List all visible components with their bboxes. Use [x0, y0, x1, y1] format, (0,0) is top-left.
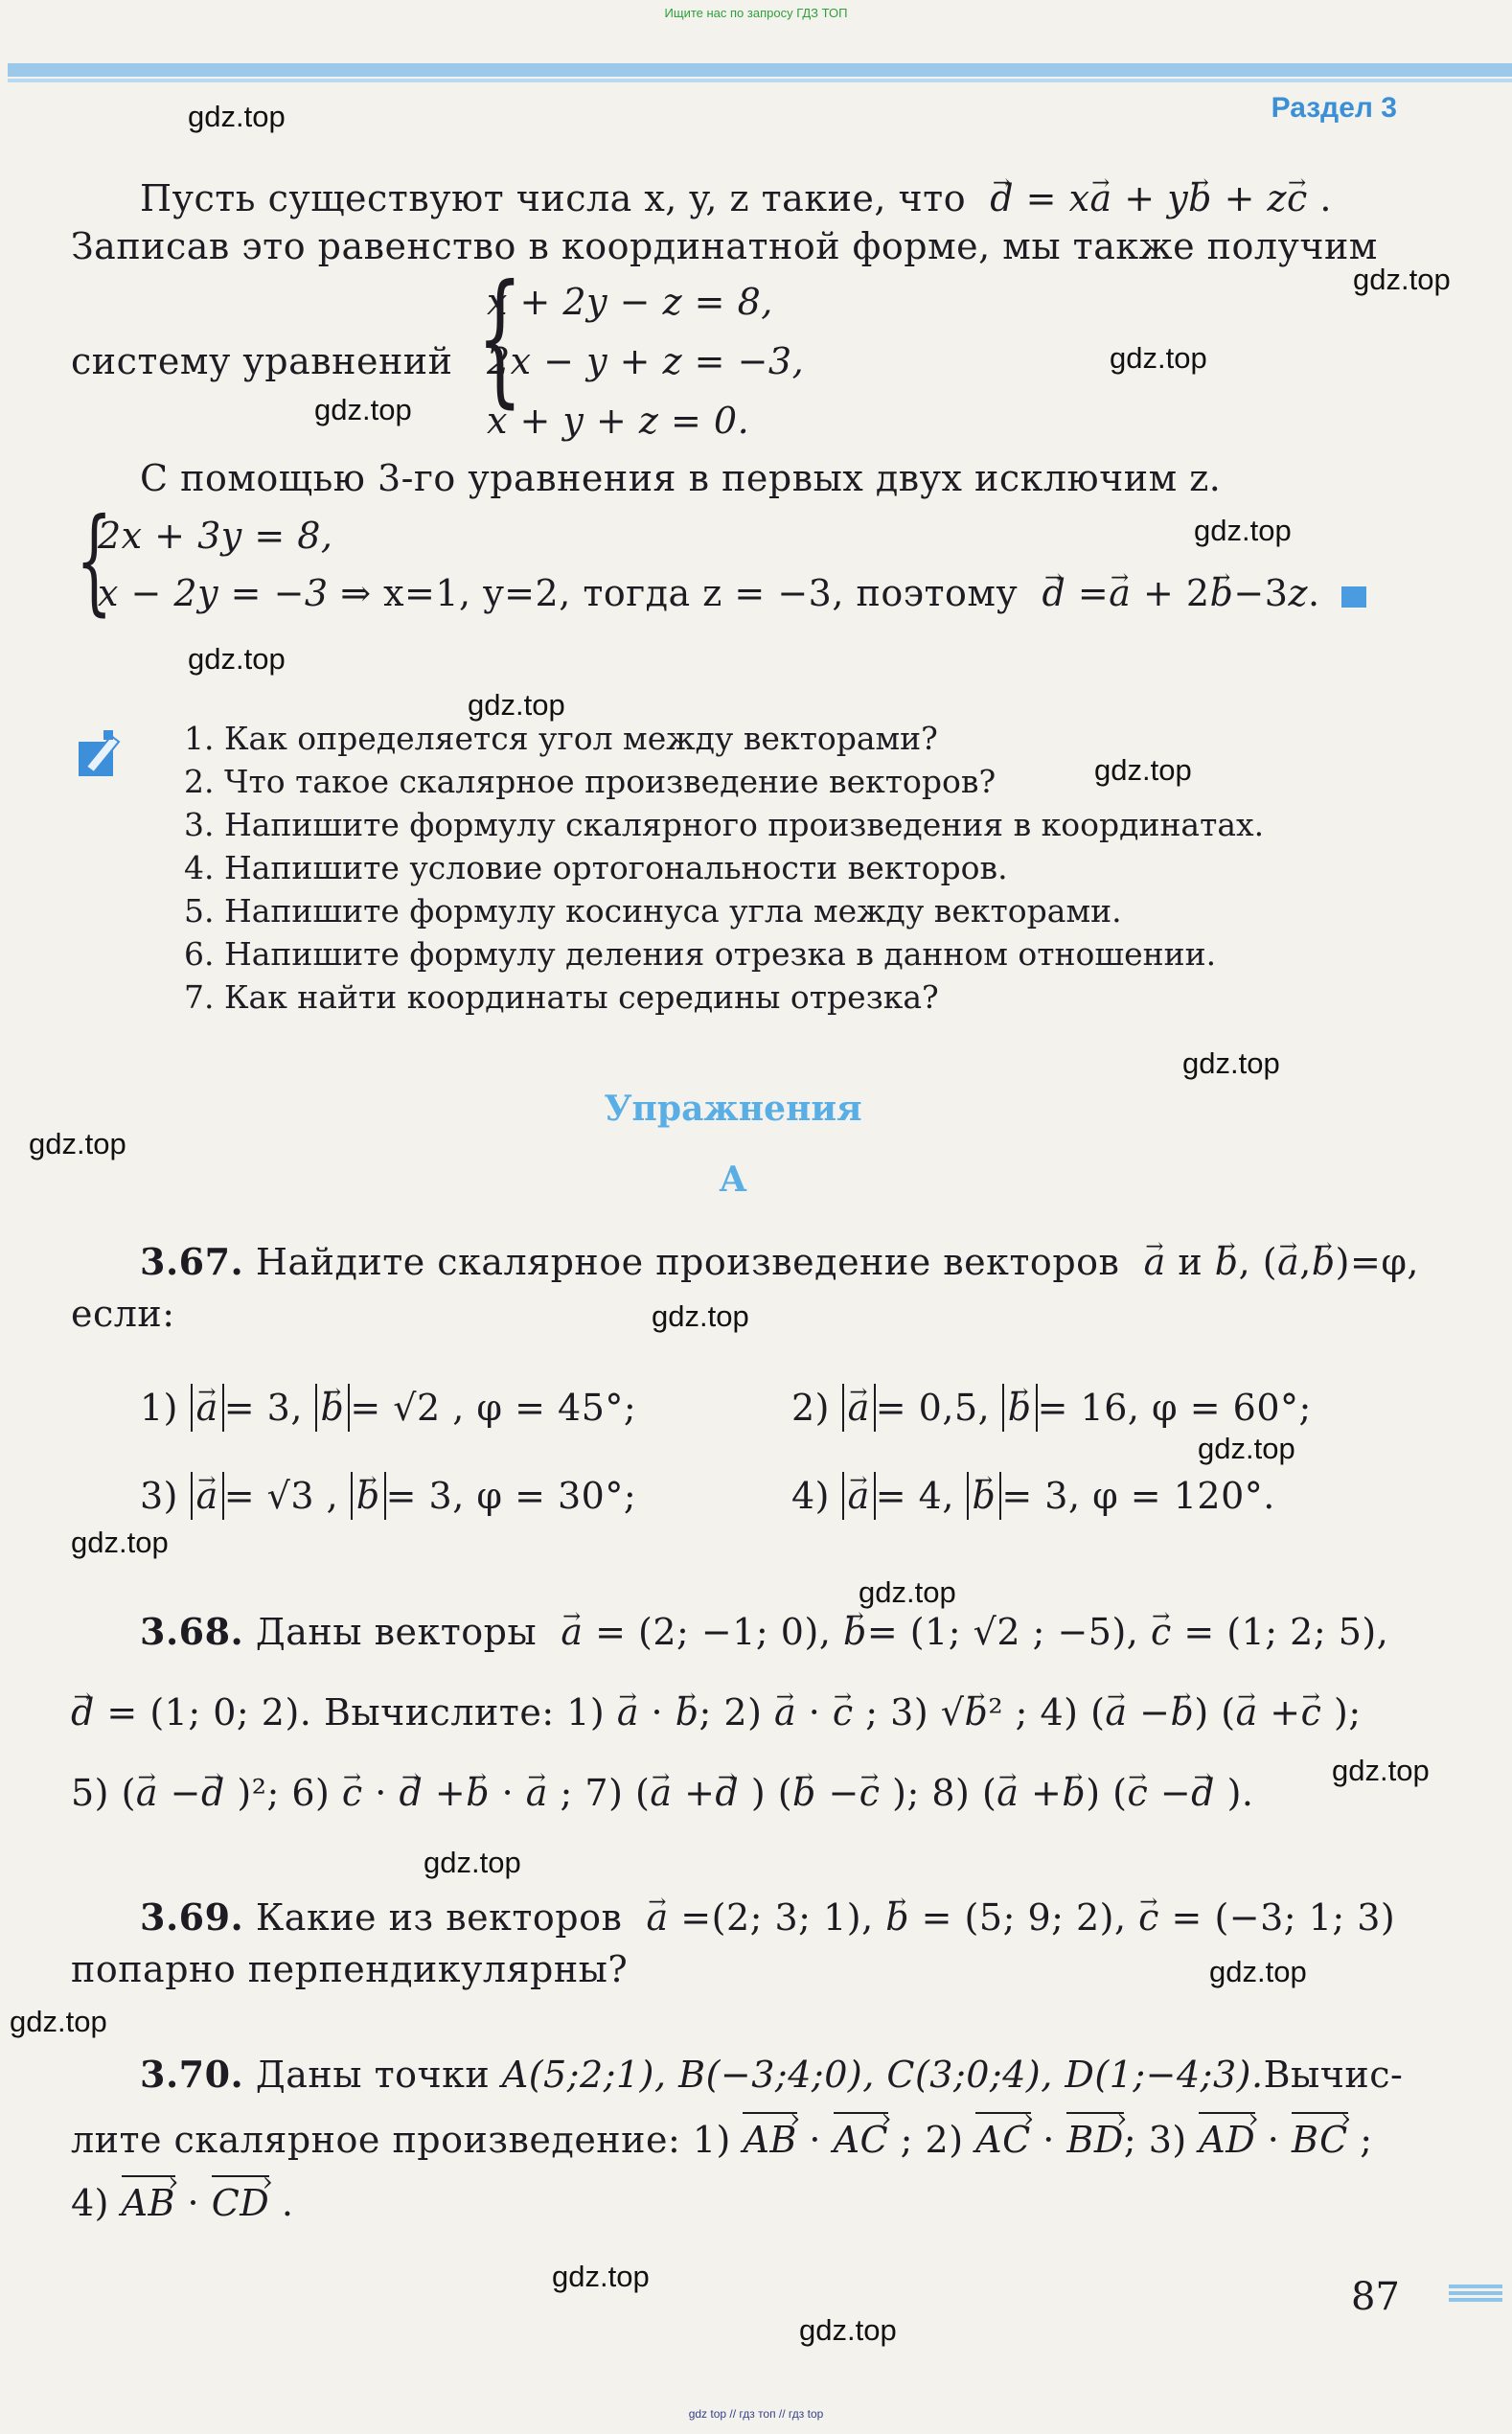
item-formula: → a = √3 , → b = 3, φ = 30°; — [191, 1475, 637, 1517]
watermark: gdz.top — [468, 688, 565, 722]
question-item: 6. Напишите формулу деления отрезка в данном отношении. — [184, 935, 1217, 973]
ex-3-67-item-2 — [791, 1384, 1312, 1432]
ex-3-68-number: 3.68. — [140, 1610, 244, 1653]
watermark: gdz.top — [859, 1575, 956, 1609]
ex-3-70-formula: 1) AB › · AC › ; 2) AC › · BD ›; 3) AD › · BC › ; — [693, 2119, 1373, 2161]
result-formula: → d =→ a + 2→ b−3z. — [1030, 572, 1320, 614]
system2-eq-2-text: x − 2y = −3 — [98, 572, 329, 614]
watermark: gdz.top — [29, 1127, 126, 1160]
system-brace: { — [476, 255, 523, 422]
question-item: 2. Что такое скалярное произведение векторов? — [184, 763, 997, 800]
ex-3-68-formula-2: → d = (1; 0; 2). — [71, 1691, 324, 1734]
ex-3-69-formula: → a =(2; 3; 1), → b = (5; 9; 2), → c = (−3; 1; 3) — [634, 1896, 1395, 1939]
theory-line-2: Записав это равенство в координатной форме, мы также получим — [71, 225, 1378, 267]
ex-3-68-formula-3: 1) → a · → b; 2) → a · → c ; 3) √→ b² ; 4) (→ a −→ b) (→ a +→ c ); — [566, 1691, 1361, 1734]
formula-d: → d = x→ a + y→ b + z→ c . — [978, 177, 1332, 219]
ex-3-69-number: 3.69. — [140, 1895, 244, 1939]
watermark: gdz.top — [1094, 753, 1192, 787]
watermark: gdz.top — [10, 2005, 107, 2038]
ex-3-67-number: 3.67. — [140, 1240, 244, 1283]
ex-3-68-compute: Вычислите: — [323, 1691, 555, 1734]
ex-3-67-if: если: — [71, 1293, 175, 1335]
item-formula: → a = 4, → b = 3, φ = 120°. — [842, 1475, 1275, 1517]
ex-3-70-number: 3.70. — [140, 2053, 244, 2096]
result-text: ⇒ x=1, y=2, тогда z = −3, поэтому — [340, 572, 1019, 614]
end-of-proof-marker — [1341, 586, 1366, 608]
theory-text: Пусть существуют числа x, y, z такие, что — [140, 177, 967, 219]
theory-line-3: систему уравнений — [71, 340, 453, 382]
ex-3-68-text: Даны векторы — [255, 1611, 538, 1653]
ex-3-67-item-3 — [140, 1472, 636, 1520]
system2-eq-1: 2x + 3y = 8, — [98, 515, 333, 557]
theory-line-1 — [140, 174, 1332, 222]
level-heading: A — [720, 1160, 746, 1200]
section-label: Раздел 3 — [1271, 92, 1397, 124]
watermark: gdz.top — [1332, 1754, 1430, 1787]
watermark: gdz.top — [188, 642, 286, 676]
watermark: gdz.top — [1353, 263, 1451, 296]
theory-line-4: С помощью 3-го уравнения в первых двух исключим z. — [140, 457, 1222, 499]
ex-3-70-line-2-text: лите скалярное произведение: — [71, 2119, 681, 2161]
header-bar — [8, 63, 1512, 77]
questions-icon — [77, 728, 123, 778]
ex-3-68-line-3: 5) (→ a −→ d )²; 6) → c · → d +→ b · → a ; 7) (→ a +→ d ) (→ b −→ c ); 8) (→ a +→ b) (→ c −→ d ). — [71, 1769, 1253, 1817]
watermark: gdz.top — [1182, 1046, 1280, 1080]
question-item: 7. Как найти координаты середины отрезка? — [184, 978, 939, 1016]
system-eq-1: x + 2y − z = 8, — [487, 281, 773, 323]
watermark: gdz.top — [799, 2313, 897, 2347]
ex-3-69-line-1 — [140, 1894, 1395, 1941]
ex-3-67-formula: → a и → b, (→ a,→ b)=φ, — [1132, 1241, 1419, 1283]
ex-3-68-line-2 — [71, 1688, 1362, 1736]
ex-3-68-line-1 — [140, 1608, 1388, 1656]
ex-3-70-text: Даны точки — [255, 2054, 491, 2096]
watermark: gdz.top — [424, 1846, 521, 1879]
item-label: 1) — [140, 1387, 179, 1429]
watermark: gdz.top — [314, 393, 412, 426]
ex-3-67-item-4 — [791, 1472, 1275, 1520]
system-eq-2: 2x − y + z = −3, — [487, 340, 805, 382]
watermark: gdz.top — [652, 1299, 749, 1333]
question-item: 3. Напишите формулу скалярного произведения в координатах. — [184, 806, 1265, 843]
watermark: gdz.top — [1209, 1955, 1307, 1988]
question-item: 4. Напишите условие ортогональности векторов. — [184, 849, 1008, 886]
watermark: gdz.top — [71, 1526, 169, 1559]
item-formula: → a = 3, → b = √2 , φ = 45°; — [191, 1387, 637, 1429]
item-label: 2) — [791, 1387, 831, 1429]
header-bar-thin — [8, 79, 1512, 82]
ex-3-69-tail: попарно перпендикулярны? — [71, 1948, 629, 1990]
question-item: 5. Напишите формулу косинуса угла между векторами. — [184, 892, 1122, 930]
corner-decoration — [1449, 2285, 1502, 2304]
item-label: 4) — [791, 1475, 831, 1517]
ex-3-67-item-1 — [140, 1384, 636, 1432]
top-note: Ищите нас по запросу ГДЗ ТОП — [664, 6, 848, 20]
watermark: gdz.top — [552, 2260, 650, 2293]
exercises-heading: Упражнения — [604, 1089, 862, 1129]
question-item: 1. Как определяется угол между векторами? — [184, 720, 938, 757]
questions-list — [184, 717, 1264, 1019]
watermark: gdz.top — [1110, 341, 1207, 375]
system2-brace: { — [76, 494, 113, 628]
ex-3-68-formula: → a = (2; −1; 0), → b= (1; √2 ; −5), → c = (1; 2; 5), — [549, 1611, 1389, 1653]
bottom-note: gdz top // гдз топ // гдз top — [688, 2407, 824, 2421]
watermark: gdz.top — [188, 100, 286, 133]
ex-3-70-line-2 — [71, 2116, 1373, 2164]
system-eq-3: x + y + z = 0. — [487, 400, 750, 442]
ex-3-70-calc: Вычис- — [1263, 2054, 1404, 2096]
ex-3-67-line-1 — [140, 1238, 1419, 1286]
item-label: 3) — [140, 1475, 179, 1517]
watermark: gdz.top — [1198, 1432, 1295, 1465]
system2-eq-2 — [98, 569, 1366, 617]
watermark: gdz.top — [1194, 514, 1292, 547]
page-number: 87 — [1351, 2275, 1400, 2319]
ex-3-70-points: A(5;2;1), B(−3;4;0), C(3;0;4), D(1;−4;3). — [501, 2054, 1264, 2096]
item-formula: → a = 0,5, → b = 16, φ = 60°; — [842, 1387, 1312, 1429]
ex-3-67-text: Найдите скалярное произведение векторов — [255, 1241, 1120, 1283]
ex-3-69-text: Какие из векторов — [255, 1896, 623, 1939]
ex-3-70-line-1 — [140, 2051, 1403, 2099]
ex-3-70-line-3: 4) AB › · CD › . — [71, 2179, 293, 2227]
